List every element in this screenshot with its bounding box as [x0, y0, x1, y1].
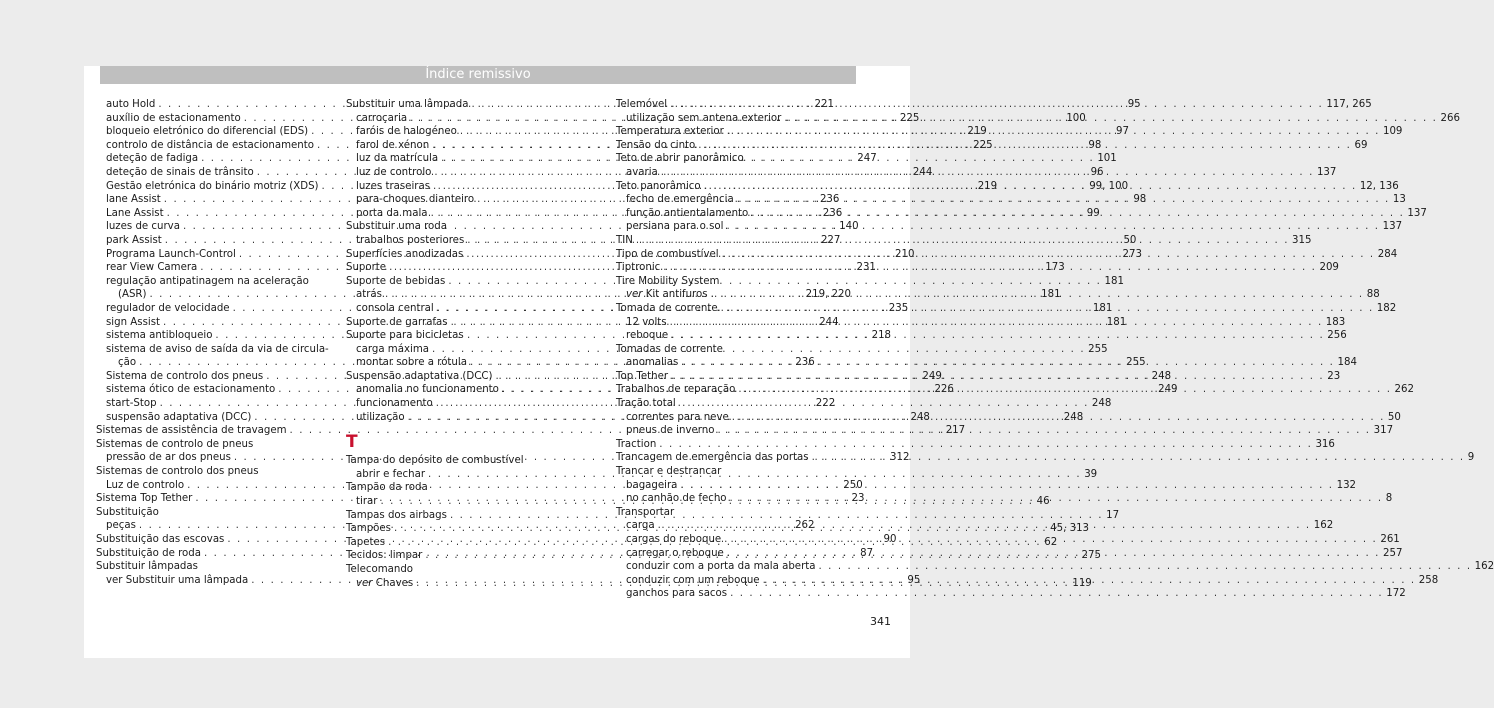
page-reference[interactable]: 244	[819, 316, 839, 328]
dot-leader	[718, 302, 1377, 316]
dot-leader	[678, 356, 1337, 370]
page-reference[interactable]: 8	[1385, 493, 1393, 505]
index-term: Tampões	[346, 523, 391, 535]
page-reference[interactable]: 140	[839, 221, 859, 233]
dot-leader	[724, 547, 1383, 561]
page-reference[interactable]: 181	[1041, 289, 1061, 301]
page-reference[interactable]: 95	[907, 574, 921, 586]
page-reference[interactable]: 182	[1376, 302, 1397, 314]
page-reference[interactable]: 222	[815, 398, 836, 410]
page-reference[interactable]: 184	[1337, 357, 1357, 369]
index-term: anomalias	[626, 357, 679, 369]
see-reference-label: ver	[626, 289, 643, 301]
dot-leader	[714, 424, 1373, 438]
index-heading: Transportar	[616, 506, 675, 518]
index-term: Trancagem de emergência das portas	[616, 452, 809, 464]
dot-leader	[708, 288, 1367, 302]
page-reference[interactable]: 119	[1072, 577, 1092, 589]
page-reference[interactable]: 99	[1086, 207, 1100, 219]
dot-leader	[727, 587, 1386, 601]
index-heading: regulação antipatinagem na aceleração	[106, 275, 309, 287]
index-term: ver Substituir uma lâmpada	[106, 574, 249, 586]
dot-leader	[667, 98, 1326, 112]
page-reference[interactable]: 172	[1386, 588, 1406, 600]
page-reference[interactable]: 98	[1088, 139, 1102, 151]
index-heading: Teto de abrir panorâmico	[616, 153, 744, 165]
page-reference[interactable]: 97	[1116, 126, 1129, 138]
index-heading: Suporte para bicicletas	[346, 330, 464, 342]
dot-leader	[816, 560, 1475, 574]
index-term: Superfícies anodizadas	[346, 248, 464, 260]
dot-leader	[809, 451, 1468, 465]
index-term: Lane Assist	[106, 207, 164, 219]
dot-leader	[748, 207, 1407, 221]
index-heading: Telecomando	[346, 564, 414, 575]
index-term: ção	[118, 357, 137, 369]
page-reference[interactable]: 284	[1377, 248, 1398, 260]
dot-leader	[724, 125, 1383, 139]
page-reference[interactable]: 244	[912, 166, 933, 178]
index-term: Teto panorâmico	[616, 180, 701, 192]
page-reference[interactable]: 312	[890, 452, 910, 464]
index-term: rear View Camera	[106, 262, 198, 274]
index-letter-heading: T	[346, 432, 358, 453]
page-reference[interactable]: 132	[1336, 479, 1357, 491]
index-term: avaria	[626, 166, 658, 178]
index-entry[interactable]	[616, 479, 1357, 493]
page-reference[interactable]: 69	[1354, 139, 1368, 151]
page-reference[interactable]: 249	[922, 370, 942, 382]
page-reference[interactable]: 261	[1380, 534, 1400, 545]
page-reference[interactable]: 99, 100	[1089, 180, 1129, 192]
dot-leader	[781, 112, 1440, 126]
page-reference[interactable]: 95	[1127, 99, 1141, 110]
page-reference[interactable]: 255	[1088, 343, 1108, 355]
page-reference[interactable]: 45, 313	[1050, 523, 1090, 535]
index-term: função antientalamento	[626, 207, 749, 219]
index-term: Suspensão adaptativa (DCC)	[346, 370, 493, 382]
index-term: Telemóvel	[616, 99, 668, 110]
page-reference[interactable]: 236	[795, 357, 815, 369]
page-reference[interactable]: 225	[899, 112, 920, 124]
dot-leader	[721, 533, 1380, 547]
index-term: Substituir uma lâmpada	[346, 99, 469, 110]
index-term: Tipo de combustível	[616, 248, 719, 260]
page-reference[interactable]: 50	[1387, 411, 1401, 423]
page-reference[interactable]: 225	[973, 139, 993, 151]
index-term: Traction	[616, 438, 657, 450]
index-heading: Tampa do depósito de combustível	[346, 455, 524, 467]
index-entry[interactable]	[616, 438, 1335, 452]
page-reference[interactable]: 209	[1319, 262, 1339, 274]
index-term: sistema antibloqueio	[106, 330, 213, 342]
page-reference[interactable]: 236	[819, 194, 840, 206]
index-heading: Sistemas de controlo de pneus	[96, 438, 254, 450]
page-reference[interactable]: 23	[851, 493, 865, 505]
index-term: Suporte de bebidas	[346, 275, 446, 287]
dot-leader	[723, 220, 1382, 234]
index-term: 12 volts	[626, 316, 667, 328]
page-reference[interactable]: 219, 220	[805, 289, 852, 301]
page-reference[interactable]: 249	[1158, 384, 1178, 396]
page-reference[interactable]: 173	[1045, 262, 1065, 274]
index-term: montar sobre a rótula	[356, 357, 467, 369]
index-term: Suporte	[346, 262, 387, 274]
index-heading: Substituir lâmpadas	[96, 561, 198, 573]
index-term: Tensão do cinto	[616, 139, 696, 151]
page-reference[interactable]: 181	[1092, 302, 1113, 314]
index-term: ganchos para sacos	[626, 588, 728, 600]
index-term: faróis de halogéneo	[356, 126, 457, 138]
index-term: deteção de sinais de trânsito	[106, 166, 254, 178]
index-term: Substituição de roda	[96, 547, 201, 559]
page-reference[interactable]: 23	[1327, 370, 1341, 382]
index-term: bloqueio eletrónico do diferencial (EDS)	[106, 126, 309, 138]
page-reference[interactable]: 183	[1325, 316, 1346, 328]
dot-leader	[633, 234, 1292, 248]
index-term: Tiptronic	[616, 262, 661, 274]
index-term: luz de controlo	[356, 166, 432, 178]
page-reference[interactable]: 227	[820, 234, 841, 246]
page-reference[interactable]: 218	[871, 330, 892, 342]
dot-leader	[667, 316, 1326, 330]
index-entry[interactable]	[616, 220, 1403, 234]
page-reference[interactable]: 266	[1440, 112, 1460, 124]
index-term: suspensão adaptativa (DCC)	[106, 411, 252, 423]
index-term: sign Assist	[106, 316, 161, 328]
index-term: Gestão eletrónica do binário motriz (XDS)	[106, 180, 319, 192]
index-term: Sistema de controlo dos pneus	[106, 370, 264, 382]
dot-leader	[695, 139, 1354, 153]
index-term: Sistemas de assistência de travagem	[96, 425, 287, 437]
index-term: sistema ótico de estacionamento	[106, 384, 276, 396]
index-term: peças	[106, 520, 136, 532]
page-reference[interactable]: 256	[1327, 330, 1347, 342]
page-reference[interactable]: 219	[967, 126, 987, 138]
index-heading: Substituição	[96, 506, 159, 518]
index-heading: Substituir uma roda	[346, 221, 447, 233]
index-term: luzes de curva	[106, 221, 180, 233]
page-reference[interactable]: 226	[934, 384, 954, 396]
dot-leader	[655, 519, 1314, 533]
index-term: (ASR)	[118, 289, 147, 301]
index-term: luzes traseiras	[356, 180, 431, 192]
index-term: lane Assist	[106, 194, 161, 206]
dot-leader	[677, 479, 1336, 493]
index-term: auxílio de estacionamento	[106, 112, 241, 124]
dot-leader	[719, 248, 1378, 262]
page-reference[interactable]: 217	[945, 425, 966, 437]
index-term: para-choques dianteiro	[356, 194, 475, 206]
index-heading: Tomadas de corrente	[616, 343, 723, 355]
index-term: reboque	[626, 330, 669, 342]
index-term: funcionamento	[356, 398, 433, 410]
index-term: deteção de fadiga	[106, 153, 199, 165]
index-term: Top Tether	[616, 370, 669, 382]
page-reference[interactable]: 90	[883, 534, 897, 545]
page-reference[interactable]: 50	[1123, 234, 1137, 246]
index-term: Tapetes	[346, 536, 386, 548]
index-term: no canhão de fecho	[626, 493, 727, 505]
page-reference[interactable]: 101	[1097, 153, 1117, 165]
index-term: auto Hold	[106, 99, 156, 110]
index-term: porta da mala	[356, 207, 428, 219]
index-term: Programa Launch-Control	[106, 248, 236, 260]
dot-leader	[729, 411, 1388, 425]
index-term: carga máxima	[356, 343, 429, 355]
dot-leader	[668, 329, 1327, 343]
index-term: abrir e fechar	[356, 468, 426, 480]
page-reference[interactable]: 109	[1382, 126, 1403, 138]
index-term: carroçaria	[356, 112, 408, 124]
page-reference[interactable]: 39	[1084, 468, 1098, 480]
dot-leader	[656, 438, 1315, 452]
page-reference[interactable]: 181	[1106, 316, 1127, 328]
dot-leader	[734, 193, 1393, 207]
index-term: anomalia no funcionamento	[356, 384, 499, 396]
page-reference[interactable]: 9	[1467, 452, 1475, 464]
dot-leader	[668, 370, 1327, 384]
page-reference[interactable]: 137	[1316, 166, 1337, 178]
index-heading: Sistemas de controlo dos pneus	[96, 466, 259, 478]
index-term: pressão de ar dos pneus	[106, 452, 231, 464]
page-reference[interactable]: 100	[1066, 112, 1086, 124]
index-term: Trabalhos de reparação	[616, 384, 736, 396]
page-reference[interactable]: 262	[1394, 384, 1414, 396]
index-term: regulador de velocidade	[106, 302, 230, 314]
index-term: pneus de inverno	[626, 425, 715, 437]
index-term: conduzir com um reboque	[626, 574, 760, 586]
index-entry[interactable]	[616, 587, 1406, 601]
page-reference[interactable]: 98	[1133, 194, 1147, 206]
page-reference[interactable]: 117, 265	[1326, 99, 1372, 110]
index-term: start-Stop	[106, 398, 157, 410]
page-header	[100, 66, 856, 84]
page-reference[interactable]: 236	[822, 207, 843, 219]
page-reference[interactable]: 231	[856, 262, 876, 274]
page-reference[interactable]: 248	[910, 411, 930, 423]
page-reference[interactable]: 12, 136	[1359, 180, 1399, 192]
page-reference[interactable]: 247	[857, 153, 877, 165]
index-term: atrás	[356, 289, 382, 301]
index-term: cargas do reboque	[626, 534, 722, 545]
header-title: Índice remissivo	[425, 67, 531, 82]
page-reference[interactable]: 46	[1036, 496, 1050, 508]
index-term: park Assist	[106, 234, 162, 246]
index-heading: Tração total	[616, 398, 676, 410]
page-reference[interactable]: 315	[1292, 234, 1312, 246]
dot-leader	[760, 574, 1419, 588]
page-reference[interactable]: 62	[1044, 536, 1058, 548]
dot-leader	[735, 383, 1394, 397]
index-term: Suporte de garrafas	[346, 316, 448, 328]
index-term: conduzir com a porta da mala aberta	[626, 561, 816, 573]
page-reference[interactable]: 87	[860, 547, 874, 559]
page-reference[interactable]: 250	[843, 479, 863, 491]
page-reference[interactable]: 317	[1373, 425, 1394, 437]
page-reference[interactable]: 257	[1383, 547, 1403, 559]
index-term-text: Chaves	[375, 577, 414, 589]
index-heading: Tire Mobility System	[616, 275, 720, 287]
page-reference[interactable]: 258	[1418, 574, 1439, 586]
page-reference[interactable]: 137	[1407, 207, 1427, 219]
page-reference[interactable]: 221	[814, 99, 834, 110]
page-reference[interactable]: 235	[888, 302, 909, 314]
page-reference[interactable]: 17	[1106, 509, 1120, 521]
index-term: Tecidos: limpar	[346, 550, 423, 562]
index-term: Tampas dos airbags	[346, 509, 447, 521]
index-term: controlo de distância de estacionamento	[106, 139, 314, 151]
page-reference[interactable]: 262	[795, 520, 815, 532]
index-heading: Tampão da roda	[346, 482, 428, 494]
page-reference[interactable]: 255	[1126, 357, 1146, 369]
dot-leader	[658, 166, 1317, 180]
index-term: tirar	[356, 496, 378, 508]
index-term: TIN	[616, 234, 633, 246]
page-reference[interactable]: 181	[1104, 275, 1124, 287]
index-heading: sistema de aviso de saída da via de circula-	[106, 343, 329, 355]
page-reference[interactable]: 162	[1313, 520, 1334, 532]
page-reference[interactable]: 316	[1315, 438, 1335, 450]
index-term: utilização	[356, 411, 405, 423]
index-term-text: Kit antifuros	[645, 289, 708, 301]
page-reference[interactable]: 137	[1382, 221, 1403, 233]
index-term: persiana para o sol	[626, 221, 724, 233]
index-entry[interactable]	[616, 560, 1494, 574]
page-reference[interactable]: 273	[1122, 248, 1142, 260]
index-term: bagageira	[626, 479, 678, 491]
page-reference[interactable]: 248	[1091, 398, 1112, 410]
page-reference[interactable]: 248	[1151, 370, 1172, 382]
index-term: Sistema Top Tether	[96, 493, 193, 505]
index-term: Substituição das escovas	[96, 534, 225, 545]
page-reference[interactable]: 248	[1063, 411, 1084, 423]
see-reference-label: ver	[356, 577, 373, 589]
page-reference[interactable]: 275	[1081, 550, 1101, 562]
index-term: Luz de controlo	[106, 479, 185, 491]
index-term: luz da matrícula	[356, 153, 439, 165]
page-reference[interactable]: 13	[1392, 194, 1406, 206]
index-term: carregar o reboque	[626, 547, 724, 559]
index-term	[356, 577, 413, 591]
page-reference[interactable]: 162	[1474, 561, 1494, 573]
index-term: fecho de emergência	[626, 194, 734, 206]
page-reference[interactable]: 219	[977, 180, 998, 192]
index-term: correntes para neve	[626, 411, 729, 423]
index-heading: Trancar e destrancar	[616, 466, 722, 478]
dot-leader	[727, 492, 1386, 506]
index-term: consola central	[356, 302, 434, 314]
page-number: 341	[870, 615, 891, 628]
page-reference[interactable]: 96	[1090, 166, 1104, 178]
index-term: farol de xénon	[356, 139, 430, 151]
index-term: Tomada de corrente	[616, 302, 718, 314]
page-reference[interactable]: 88	[1366, 289, 1380, 301]
index-term: Temperatura exterior	[616, 126, 724, 138]
index-term: carga	[626, 520, 655, 532]
page-reference[interactable]: 210	[895, 248, 915, 260]
index-term: utilização sem antena exterior	[626, 112, 782, 124]
index-term: trabalhos posteriores	[356, 234, 465, 246]
index-term	[626, 288, 708, 302]
dot-leader	[660, 261, 1319, 275]
dot-leader	[701, 180, 1360, 194]
